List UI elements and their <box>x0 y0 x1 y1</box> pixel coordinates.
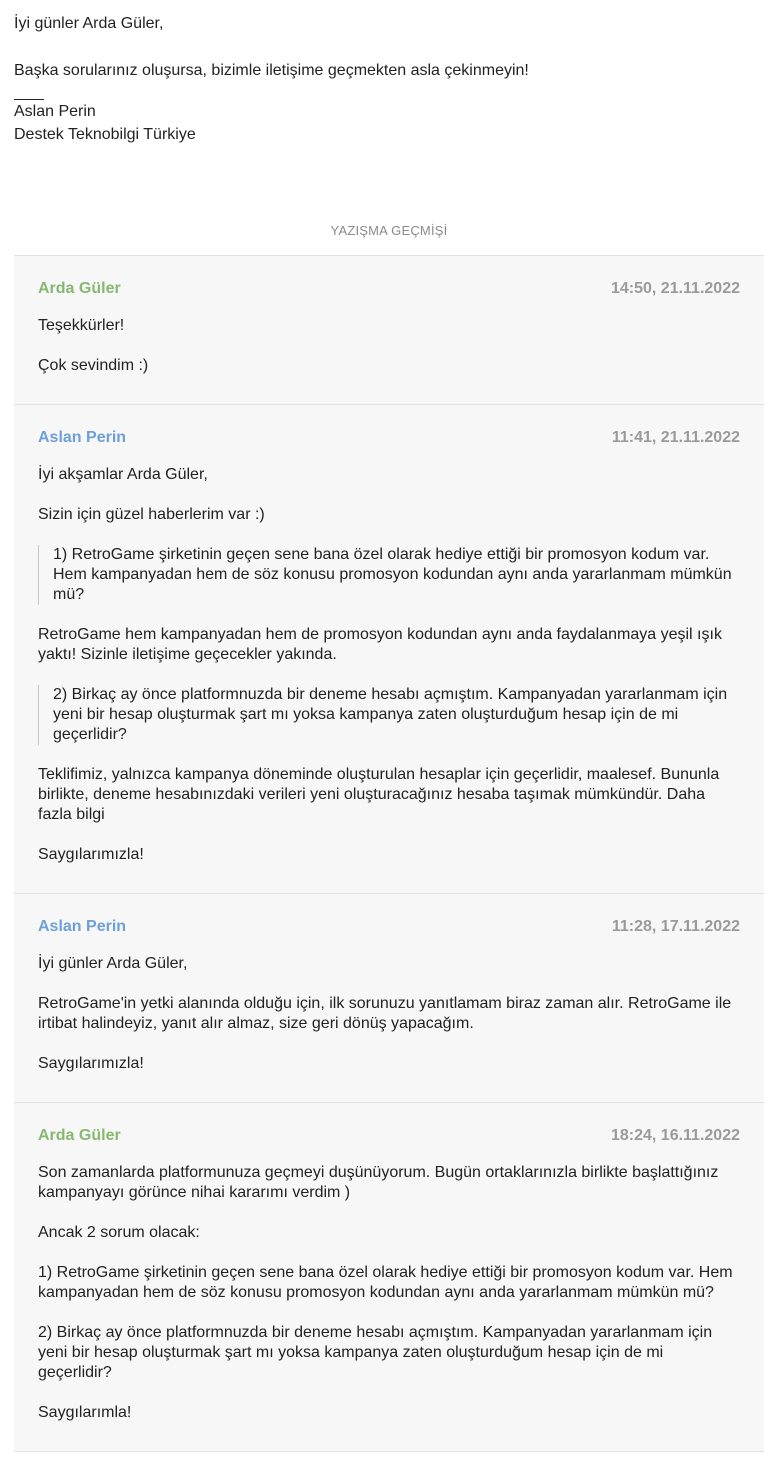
message-author: Arda Güler <box>38 1127 121 1144</box>
signature-separator <box>14 85 44 100</box>
intro-text: Başka sorularınız oluşursa, bizimle iletişime geçmekten asla çekinmeyin! <box>14 62 529 79</box>
message <box>14 1102 764 1452</box>
message-paragraph: Son zamanlarda platformunuza geçmeyi duşünüyorum. Bugün ortaklarınızla birlikte başlattığınız kampanyayı görünce nihai kararımı verdim ) <box>38 1164 719 1201</box>
message-author: Aslan Perin <box>38 918 127 935</box>
message-timestamp: 14:50, 21.11.2022 <box>610 280 740 297</box>
message-author: Aslan Perin <box>38 429 127 446</box>
message-author: Arda Güler <box>38 280 121 297</box>
message-timestamp: 11:41, 21.11.2022 <box>611 429 740 446</box>
signature-company: Destek Teknobilgi Türkiye <box>14 126 196 143</box>
message-paragraph: Teklifimiz, yalnızca kampanya döneminde oluşturulan hesaplar için geçerlidir, maalesef. Bununla birlikte, deneme hesabınızdaki verileri yeni oluşturacağınız hesaba taşımak mümkündür. Daha fazla bilgi <box>38 766 720 823</box>
message-paragraph: 2) Birkaç ay önce platformnuzda bir deneme hesabı açmıştım. Kampanyadan yararlanmam için yeni bir hesap oluşturmak şart mı yoksa kampanya zaten oluşturduğum hesap için de mi geçerlidir? <box>38 1324 713 1381</box>
signature-name: Aslan Perin <box>14 103 96 120</box>
message-paragraph: Saygılarımızla! <box>38 1055 144 1072</box>
message-paragraph: Teşekkürler! <box>38 317 125 334</box>
history-title: YAZIŞMA GEÇMİŞİ <box>330 223 448 238</box>
message-thread <box>14 255 764 1452</box>
message <box>14 255 764 404</box>
message-paragraph: Saygılarımızla! <box>38 846 144 863</box>
message-paragraph: RetroGame hem kampanyadan hem de promosyon kodundan aynı anda faydalanmaya yeşil ışık yaktı! Sizinle iletişime geçecekler yakında. <box>38 626 722 663</box>
message-paragraph: Saygılarımla! <box>38 1404 132 1421</box>
message-paragraph: İyi günler Arda Güler, <box>38 955 188 972</box>
message-paragraph: İyi akşamlar Arda Güler, <box>38 466 208 483</box>
quoted-question: 2) Birkaç ay önce platformnuzda bir deneme hesabı açmıştım. Kampanyadan yararlanmam için yeni bir hesap oluşturmak şart mı yoksa kampanya zaten oluşturduğum hesap için de mi geçerlidir? <box>38 685 740 745</box>
message-paragraph: 1) RetroGame şirketinin geçen sene bana özel olarak hediye ettiği bir promosyon kodum var. Hem kampanyadan hem de söz konusu promosyon kodundan aynı anda yararlanmam mümkün mü? <box>38 1264 733 1301</box>
message-timestamp: 11:28, 17.11.2022 <box>611 918 740 935</box>
message <box>14 404 764 893</box>
email-intro <box>0 0 778 146</box>
message <box>14 893 764 1102</box>
message-paragraph: Ancak 2 sorum olacak: <box>38 1224 200 1241</box>
quoted-question: 1) RetroGame şirketinin geçen sene bana özel olarak hediye ettiği bir promosyon kodum var. Hem kampanyadan hem de söz konusu promosyon kodundan aynı anda yararlanmam mümkün mü? <box>38 545 740 605</box>
message-paragraph: RetroGame'in yetki alanında olduğu için, ilk sorunuzu yanıtlamam biraz zaman alır. RetroGame ile irtibat halindeyiz, yanıt alır almaz, size geri dönüş yapacağım. <box>38 995 732 1032</box>
greeting: İyi günler Arda Güler, <box>14 15 164 32</box>
message-timestamp: 18:24, 16.11.2022 <box>610 1127 740 1144</box>
message-paragraph: Sizin için güzel haberlerim var :) <box>38 506 265 523</box>
message-paragraph: Çok sevindim :) <box>38 357 149 374</box>
